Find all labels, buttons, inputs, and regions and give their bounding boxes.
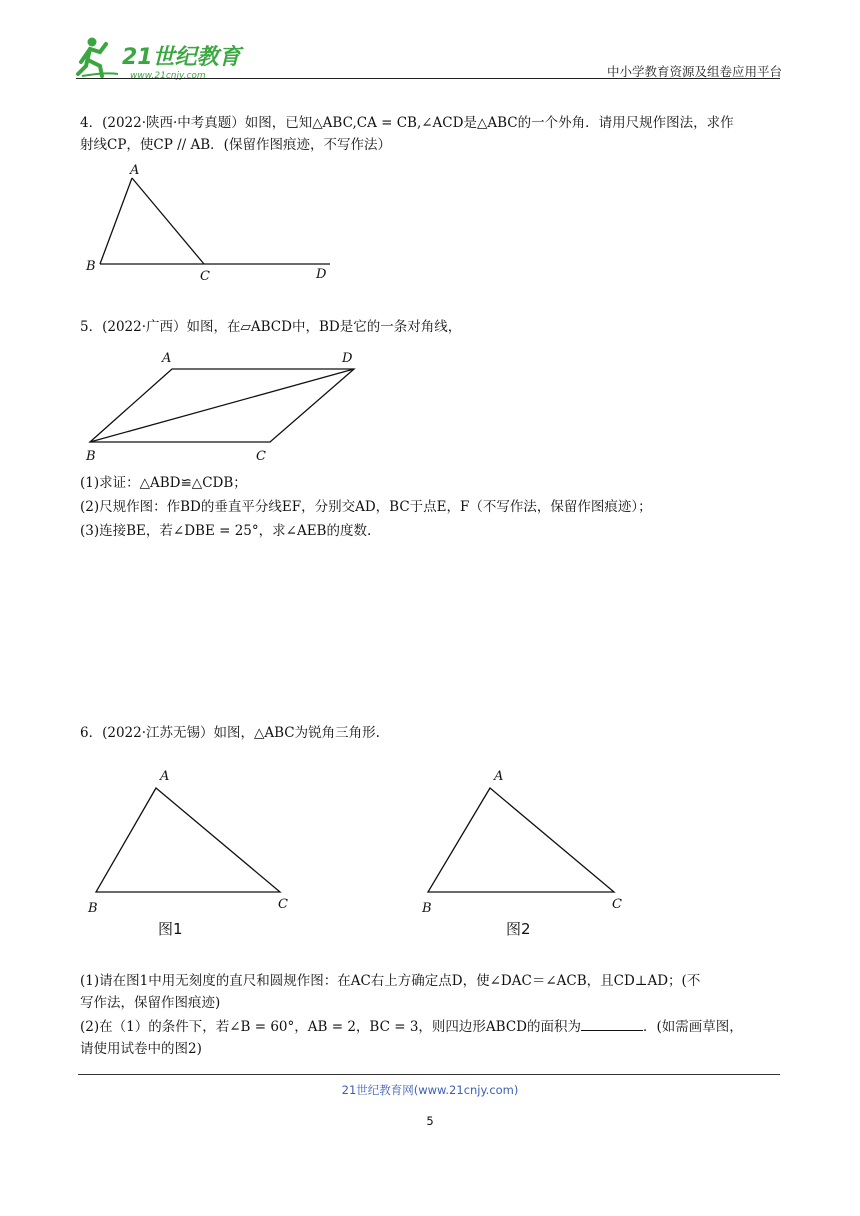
question-5-sub-3: (3)连接BE，若∠DBE = 25°，求∠AEB的度数. (80, 523, 372, 539)
runner-icon (78, 38, 118, 77)
footer-site-text[interactable]: 21世纪教育网(www.21cnjy.com) (341, 1083, 519, 1097)
logo-subtext: www.21cnjy.com (130, 71, 206, 81)
q4-label-a: A (130, 163, 140, 178)
logo-text: 21世纪教育 (122, 45, 241, 70)
question-6-line-1: 6．(2022·江苏无锡）如图，△ABC为锐角三角形. (80, 725, 380, 741)
question-6-sub-1-line-1: (1)请在图1中用无刻度的直尺和圆规作图：在AC右上方确定点D，使∠DAC＝∠ACB，且CD⊥AD；(不 (80, 973, 701, 989)
q6-fig2-caption: 图2 (506, 920, 531, 938)
q4-label-b: B (86, 259, 96, 274)
question-5-figure (80, 344, 370, 466)
question-5-line-1: 5．(2022·广西）如图，在▱ABCD中，BD是它的一条对角线， (80, 319, 462, 335)
page-number: 5 (426, 1114, 434, 1128)
question-6-sub-2-line-1 (80, 1016, 784, 1038)
answer-blank[interactable] (581, 1016, 643, 1031)
question-4-figure (80, 160, 340, 284)
question-6-sub-2-text-b: ．(如需画草图， (642, 1019, 743, 1035)
q5-label-a: A (162, 351, 172, 366)
q6-fig1-label-a: A (160, 769, 170, 784)
q6-fig2-label-a: A (494, 769, 504, 784)
header-divider (76, 78, 780, 79)
brand-logo (76, 36, 276, 82)
question-6-sub-2-text-a: (2)在（1）的条件下，若∠B = 60°，AB = 2，BC = 3，则四边形ABCD的面积为 (80, 1019, 581, 1035)
footer-divider (78, 1074, 780, 1075)
q6-fig1-caption: 图1 (158, 920, 183, 938)
q5-label-c: C (256, 449, 266, 464)
question-6-sub-2-line-2: 请使用试卷中的图2) (80, 1041, 202, 1057)
question-4-line-1: 4．(2022·陕西·中考真题）如图，已知△ABC,CA = CB,∠ACD是△ABC的一个外角．请用尺规作图法，求作 (80, 115, 734, 131)
q5-label-d: D (342, 351, 353, 366)
q4-label-c: C (200, 269, 210, 284)
q5-label-b: B (86, 449, 96, 464)
q6-fig1-label-c: C (278, 897, 288, 912)
q6-fig1-label-b: B (88, 901, 98, 916)
question-4-line-2: 射线CP，使CP // AB．(保留作图痕迹，不写作法） (80, 137, 391, 153)
question-6-figure-1 (80, 762, 300, 942)
question-5-sub-2: (2)尺规作图：作BD的垂直平分线EF，分别交AD，BC于点E，F（不写作法，保留作图痕迹）； (80, 499, 652, 515)
question-6-sub-1-line-2: 写作法，保留作图痕迹) (80, 995, 221, 1011)
q6-fig2-label-c: C (612, 897, 622, 912)
question-5-sub-1: (1)求证：△ABD≌△CDB； (80, 475, 247, 491)
question-6-figure-2 (414, 762, 634, 942)
q6-fig2-label-b: B (422, 901, 432, 916)
header-platform-text: 中小学教育资源及组卷应用平台 (606, 64, 782, 79)
q4-label-d: D (316, 267, 327, 282)
